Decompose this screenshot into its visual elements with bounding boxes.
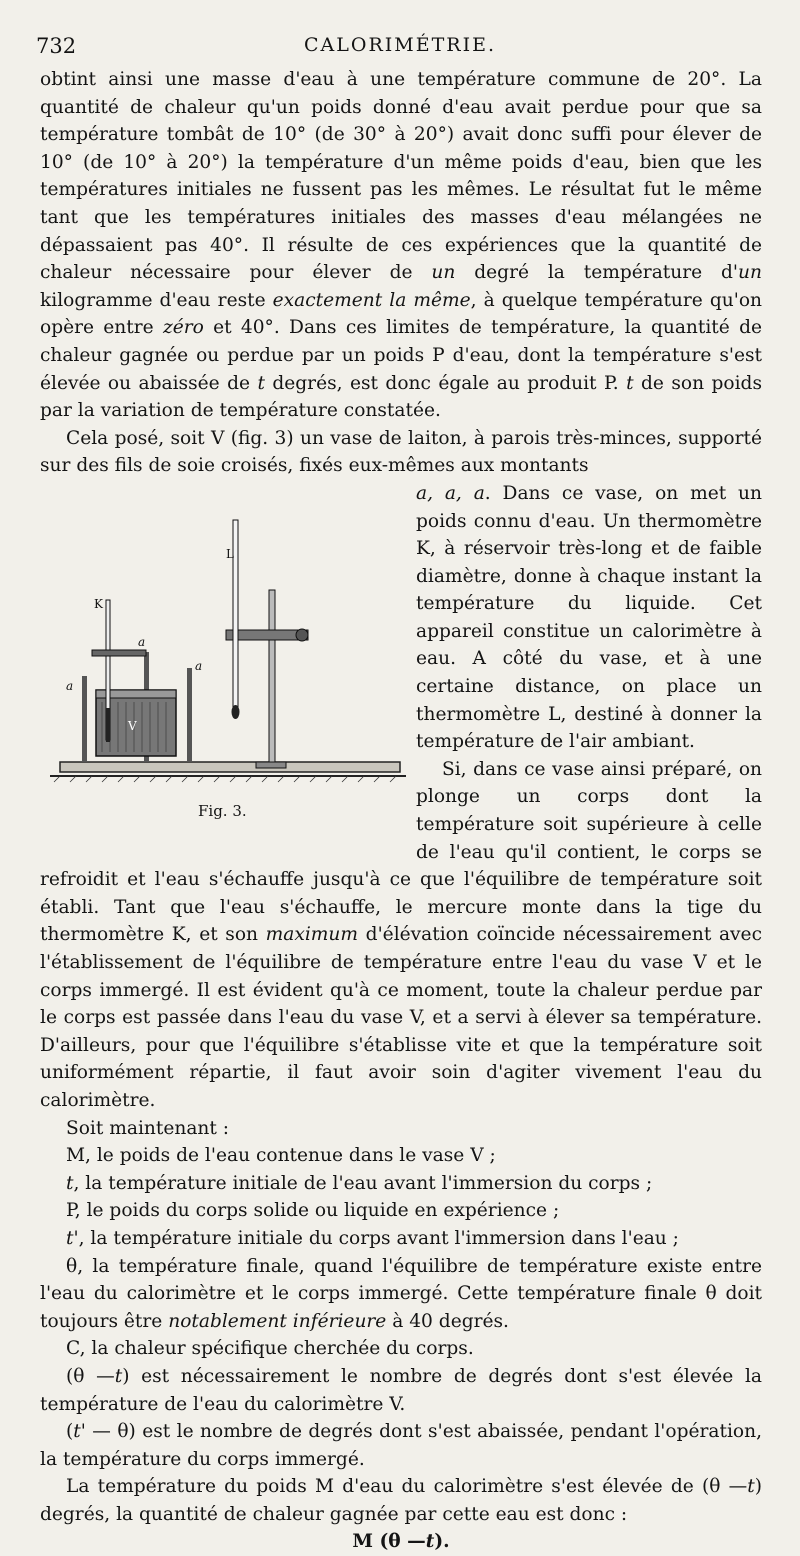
label-V: V bbox=[128, 718, 137, 733]
list-item-t: t, la température initiale de l'eau avant l'immersion du corps ; bbox=[66, 1172, 653, 1194]
figure-3 bbox=[40, 480, 408, 841]
paragraph-3: Si, dans ce vase ainsi préparé, on plonge un corps dont la température soit supérieure à celle de l'eau qu'il contient, le corps se refroidit et l'eau s'échauffe jusqu'à ce que l'équilibre de température soit établi. Tant que l'eau s'échauffe, le mercure monte dans la tige du thermomètre K, et son maximum d'élévation coïncide nécessairement avec l'établissement de l'équilibre de température entre l'eau du vase V et le corps immergé. Il est évident qu'à ce moment, toute la chaleur perdue par le corps est passée dans l'eau du vase V, et a servi à élever sa température. D'ailleurs, pour que l'équilibre s'établisse vite et que la température soit uniformément répartie, il faut avoir soin d'agiter vivement l'eau du calorimètre. bbox=[40, 758, 762, 1111]
figure-caption: Fig. 3. bbox=[198, 801, 247, 820]
paragraph-1: obtint ainsi une masse d'eau à une température commune de 20°. La quantité de chaleur qu'un poids donné d'eau avait perdue pour que sa température tombât de 10° (de 30° à 20°) avait donc suffi pour élever de 10° (de 10° à 20°) la température d'un même poids d'eau, bien que les températures initiales ne fussent pas les mêmes. Le résultat fut le même tant que les températures initiales des masses d'eau mélangées ne dépassaient pas 40°. Il résulte de ces expériences que la quantité de chaleur nécessaire pour élever de un degré la température d'un kilogramme d'eau reste exactement la même, à quelque température qu'on opère entre zéro et 40°. Dans ces limites de température, la quantité de chaleur gagnée ou perdue par un poids P d'eau, dont la température s'est élevée ou abaissée de t degrés, est donc égale au produit P. t de son poids par la variation de température constatée. bbox=[40, 69, 763, 422]
running-head: CALORIMÉTRIE. bbox=[304, 34, 496, 56]
list-item-t-prime: t', la température initiale du corps avant l'immersion dans l'eau ; bbox=[66, 1227, 679, 1249]
calorimeter-illustration bbox=[40, 480, 408, 841]
paragraph-2-rest: a, a, a. Dans ce vase, on met un poids connu d'eau. Un thermomètre K, à réservoir très-long et de faible diamètre, donne à chaque instant la température du liquide. Cet appareil constitue un calorimètre à eau. A côté du vase, et à une certaine distance, on place un thermomètre L, destiné à donner la température de l'air ambiant. bbox=[416, 482, 762, 753]
page-number: 732 bbox=[36, 34, 77, 58]
paragraph-2-intro: Cela posé, soit V (fig. 3) un vase de laiton, à parois très-minces, supporté sur des fils de soie croisés, fixés eux-mêmes aux montants bbox=[40, 427, 762, 477]
label-a-middle: a bbox=[138, 634, 146, 649]
list-item-theta-minus-t: (θ —t) est nécessairement le nombre de degrés dont s'est élevée la température de l'eau du calorimètre V. bbox=[40, 1365, 763, 1415]
label-K: K bbox=[94, 596, 103, 611]
list-item-t-prime-minus-theta: (t' — θ) est le nombre de degrés dont s'est abaissée, pendant l'opération, la température du corps immergé. bbox=[40, 1421, 762, 1470]
list-item-theta: θ, la température finale, quand l'équilibre de température existe entre l'eau du calorimètre et le corps immergé. Cette température finale θ doit toujours être notablement inférieure à 40 degrés. bbox=[40, 1255, 762, 1332]
list-item-M: M, le poids de l'eau contenue dans le vase V ; bbox=[66, 1145, 496, 1167]
paragraph-5: La température du poids M d'eau du calorimètre s'est élevée de (θ —t) degrés, la quantité de chaleur gagnée par cette eau est donc : bbox=[40, 1476, 762, 1525]
list-item-P: P, le poids du corps solide ou liquide en expérience ; bbox=[66, 1200, 560, 1222]
list-item-C: C, la chaleur spécifique cherchée du corps. bbox=[66, 1338, 474, 1360]
paragraph-4: Soit maintenant : bbox=[66, 1117, 230, 1139]
label-a-left: a bbox=[66, 678, 74, 693]
label-a-right: a bbox=[195, 658, 203, 673]
body-text bbox=[40, 66, 762, 1556]
page-header bbox=[36, 30, 764, 62]
label-L: L bbox=[226, 546, 234, 561]
formula: M (θ —t). bbox=[352, 1531, 450, 1553]
